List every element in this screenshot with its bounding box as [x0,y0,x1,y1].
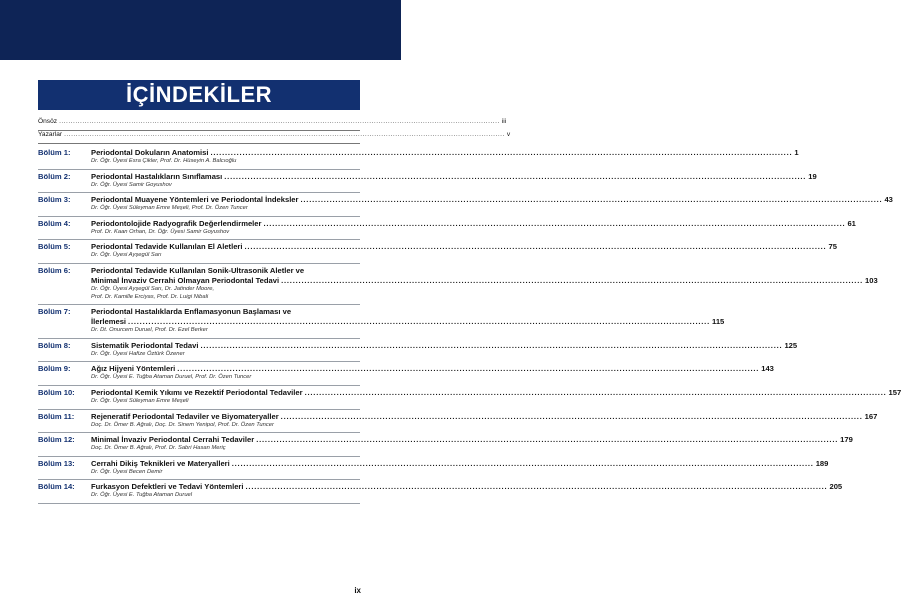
leader-dots: ........................................................................................................................................................................................................ [231,458,814,468]
chapter-body [91,482,843,500]
prelim-row[interactable] [38,131,511,144]
chapter-page: 157 [888,387,901,397]
chapter-body [91,411,878,430]
chapter-page: 189 [815,458,829,468]
leader-dots: ........................................................................................................................................................................................................ [280,411,863,421]
chapter-body [91,364,774,382]
chapter-body [91,307,725,335]
chapter-entry[interactable] [38,480,843,504]
leader-dots: ........................................................................................................................................................................................................ [224,171,807,181]
prelim-label: Önsöz [38,118,58,125]
chapter-authors: Dr. Öğr. Üyesi Süleyman Emre Meşeli, Prof. Dr. Özen Tuncer [91,205,248,212]
chapter-number: Bölüm 4: [38,218,71,228]
chapter-authors: Dr. Dt. Onurcem Duruel, Prof. Dr. Ezel Berker [91,327,208,334]
chapter-entry[interactable] [38,170,817,194]
chapter-authors: Dr. Öğr. Üyesi Süleyman Emre Meşeli [91,397,189,404]
chapter-title: Sistematik Periodontal Tedavi [91,340,199,350]
chapter-number: Bölüm 5: [38,242,71,252]
chapter-title: Minimal İnvaziv Periodontal Cerrahi Tedaviler [91,435,255,445]
chapter-entry[interactable] [38,362,774,386]
chapter-body [91,340,798,359]
chapter-body [91,435,853,453]
chapter-page: 115 [712,317,725,327]
chapter-authors: Doç. Dr. Ömer B. Ağralı, Doç. Dr. Sinem Yenipol, Prof. Dr. Özen Tuncer [91,421,274,428]
prelims-list [38,118,511,144]
chapter-number: Bölüm 1: [38,148,71,157]
leader-dots: ............................................................................................................................................................................................. [59,118,500,125]
chapter-authors: Prof. Dr. Kaan Orhan, Dr. Öğr. Üyesi Samir Goyushov [91,228,230,235]
chapter-number: Bölüm 11: [38,411,75,421]
leader-dots: ............................................................................................................................................................................................. [64,131,505,138]
chapter-authors: Dr. Öğr. Üyesi E. Tuğba Ataman Duruel, Prof. Dr. Özen Tuncer [91,374,252,381]
chapter-entry[interactable] [38,264,878,305]
chapter-authors: Dr. Öğr. Üyesi Ayşegül Sarı [91,252,162,259]
chapter-page: 19 [808,171,817,181]
chapter-entry[interactable] [38,305,725,339]
leader-dots: ........................................................................................................................................................................................................ [245,482,828,492]
prelim-page: v [506,131,511,138]
leader-dots: ........................................................................................................................................................................................................ [177,364,760,374]
chapter-number: Bölüm 10: [38,387,75,397]
toc-heading: İÇİNDEKİLER [125,82,273,107]
chapter-entry[interactable] [38,193,893,217]
prelim-label: Yazarlar [38,131,63,138]
chapter-authors: Dr. Öğr. Üyesi E. Tuğba Ataman Duruel [91,492,193,499]
chapter-page: 125 [784,340,798,350]
chapter-title-line [91,317,725,327]
chapter-body [91,458,829,477]
chapter-title-line [91,387,901,398]
chapter-entry[interactable] [38,386,901,410]
leader-dots: ........................................................................................................................................................................................................ [210,148,793,157]
chapter-page: 179 [840,435,853,445]
chapter-page: 205 [829,482,843,492]
page-number: ix [354,586,361,595]
chapter-entry[interactable] [38,240,837,264]
leader-dots: ........................................................................................................................................................................................................ [256,435,839,445]
chapter-title: Periodontal Muayene Yöntemleri ve Periodontal İndeksler [91,195,299,205]
chapter-title-line [91,195,893,205]
chapter-body [91,195,893,213]
chapter-title-line [91,482,843,492]
chapter-page: 103 [865,275,878,285]
chapter-title: Periodontal Tedavide Kullanılan El Aletleri [91,242,243,252]
chapter-body [91,171,817,190]
chapter-entry[interactable] [38,410,878,434]
chapter-title: Periodontal Hastalıkların Sınıflaması [91,171,223,181]
chapter-title: Periodontolojide Radyografik Değerlendirmeler [91,218,262,228]
chapter-authors: Doç. Dr. Ömer B. Ağralı, Prof. Dr. Sabri Hasan Meriç [91,445,226,452]
chapter-authors: Dr. Öğr. Üyesi Ayşegül Sarı, Dr. Jatinder Moore, [91,285,215,292]
chapter-body [91,148,799,166]
chapter-authors: Prof. Dr. Kamille Erciyas, Prof. Dr. Luigi Nibali [91,293,209,300]
chapter-title-line [91,411,878,422]
chapter-authors: Dr. Öğr. Üyesi Samir Goyushov [91,181,172,188]
chapter-title: İlerlemesi [91,317,127,327]
prelim-page: iii [501,118,507,125]
chapter-title-line [91,340,798,351]
chapter-number: Bölüm 2: [38,171,71,181]
chapter-title: Furkasyon Defektleri ve Tedavi Yöntemleri [91,482,244,492]
chapter-number: Bölüm 3: [38,195,71,205]
chapter-entry[interactable] [38,146,799,170]
leader-dots: ........................................................................................................................................................................................................ [263,218,846,228]
chapter-title: Cerrahi Dikiş Teknikleri ve Materyalleri [91,458,230,468]
top-band [0,0,401,60]
chapter-title: Ağız Hijyeni Yöntemleri [91,364,176,374]
chapter-page: 167 [864,411,878,421]
toc-title-bar [38,80,360,110]
chapter-number: Bölüm 9: [38,364,71,374]
chapter-page: 143 [761,364,774,374]
leader-dots: ........................................................................................................................................................................................................ [304,387,887,397]
chapter-page: 61 [847,218,856,228]
chapter-title-line [91,364,774,374]
chapter-title: Rejeneratif Periodontal Tedaviler ve Biyomateryaller [91,411,279,421]
chapter-list [38,146,901,504]
chapter-entry[interactable] [38,217,856,241]
chapter-number: Bölüm 12: [38,435,75,445]
chapter-number: Bölüm 7: [38,307,71,317]
chapter-body [91,218,856,237]
leader-dots: ........................................................................................................................................................................................................ [200,340,783,350]
chapter-authors: Dr. Öğr. Üyesi Esra Çikler, Prof. Dr. Hüseyin A. Balcıoğlu [91,158,237,164]
leader-dots: ........................................................................................................................................................................................................ [300,195,883,205]
chapter-title-line [91,435,853,445]
chapter-body [91,242,837,260]
chapter-title-line [91,148,799,158]
chapter-page: 43 [884,195,893,205]
leader-dots: ........................................................................................................................................................................................................ [281,275,864,285]
chapter-title-line [91,275,878,286]
chapter-title-line: Periodontal Tedavide Kullanılan Sonik-Ultrasonik Aletler ve [91,265,305,275]
chapter-title-line [91,171,817,182]
chapter-authors: Dr. Öğr. Üyesi Hafize Öztürk Özener [91,350,185,357]
leader-dots: ........................................................................................................................................................................................................ [128,317,711,327]
chapter-title-line: Periodontal Hastalıklarda Enflamasyonun Başlaması ve [91,307,292,317]
chapter-page: 75 [828,242,837,252]
chapter-title: Minimal İnvaziv Cerrahi Olmayan Periodontal Tedavi [91,275,280,285]
chapter-entry[interactable] [38,457,829,481]
leader-dots: ........................................................................................................................................................................................................ [244,242,827,252]
chapter-title-line [91,242,837,252]
chapter-number: Bölüm 13: [38,458,75,468]
chapter-number: Bölüm 8: [38,340,71,350]
chapter-title: Periodontal Dokuların Anatomisi [91,148,209,157]
chapter-number: Bölüm 14: [38,482,75,492]
chapter-title: Periodontal Kemik Yıkımı ve Rezektif Periodontal Tedaviler [91,387,303,397]
chapter-entry[interactable] [38,339,798,363]
chapter-number: Bölüm 6: [38,265,71,275]
chapter-body [91,265,878,301]
chapter-authors: Dr. Öğr. Üyesi Becen Demir [91,468,163,475]
chapter-entry[interactable] [38,433,853,457]
prelim-row[interactable] [38,118,507,131]
chapter-body [91,387,901,406]
chapter-page: 1 [794,148,799,157]
chapter-title-line [91,218,856,229]
chapter-title-line [91,458,829,469]
